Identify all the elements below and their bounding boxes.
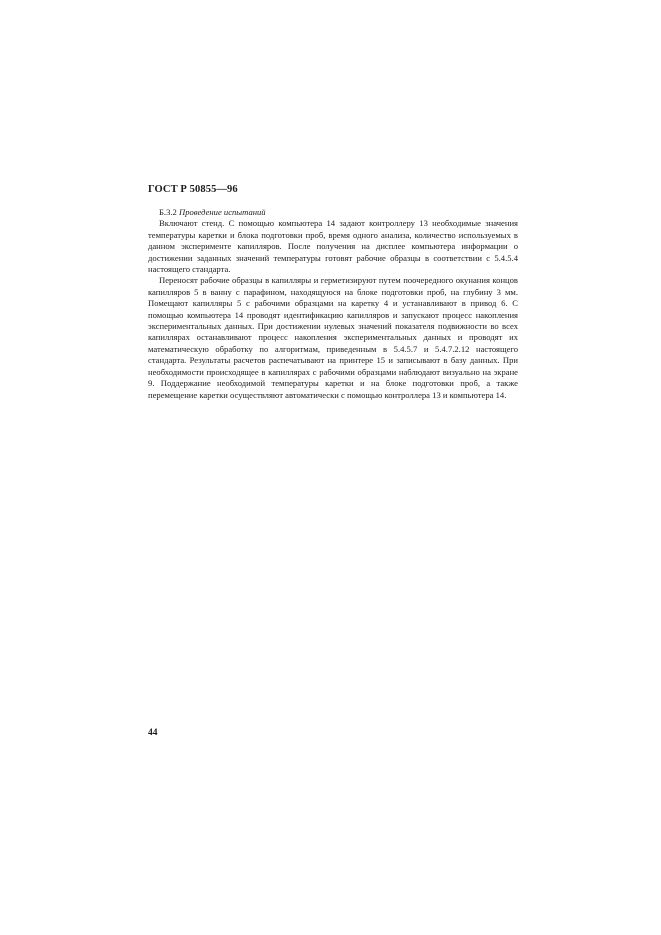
section-number: Б.3.2 bbox=[159, 207, 177, 217]
page-number: 44 bbox=[148, 728, 158, 738]
document-body bbox=[148, 207, 518, 401]
section-title: Проведение испытаний bbox=[178, 207, 266, 217]
paragraph: Переносят рабочие образцы в капилляры и герметизируют путем поочередного окунания концов капилляров 5 в ванну с парафином, находящуюся на блоке подготовки проб, на глубину 3 мм. Помещают капилляры 5 с рабочими образцами на каретку 4 и устанавливают в привод 6. С помощью компьютера 14 проводят идентификацию капилляров и запускают процесс накопления экспериментальных данных. При достижении нулевых значений показателя подвижности во всех капиллярах останавливают процесс накопления экспериментальных данных и проводят их математическую обработку по алгоритмам, приведенным в 5.4.5.7 и 5.4.7.2.12 настоящего стандарта. Результаты расчетов распечатывают на принтере 15 и записывают в базу данных. При необходимости происходящее в капиллярах с рабочими образцами наблюдают визуально на экране 9. Поддержание необходимой температуры каретки и на блоке подготовки проб, а также перемещение каретки осуществляют автоматически с помощью контроллера 13 и компьютера 14. bbox=[148, 275, 518, 400]
paragraph: Включают стенд. С помощью компьютера 14 задают контроллеру 13 необходимые значения температуры каретки и блока подготовки проб, время одного анализа, количество используемых в данном эксперименте капилляров. После получения на дисплее компьютера информации о достижении заданных значений температуры готовят рабочие образцы в соответствии с 5.4.5.4 настоящего стандарта. bbox=[148, 218, 518, 275]
document-header: ГОСТ Р 50855—96 bbox=[148, 184, 238, 195]
section-heading bbox=[148, 207, 518, 218]
